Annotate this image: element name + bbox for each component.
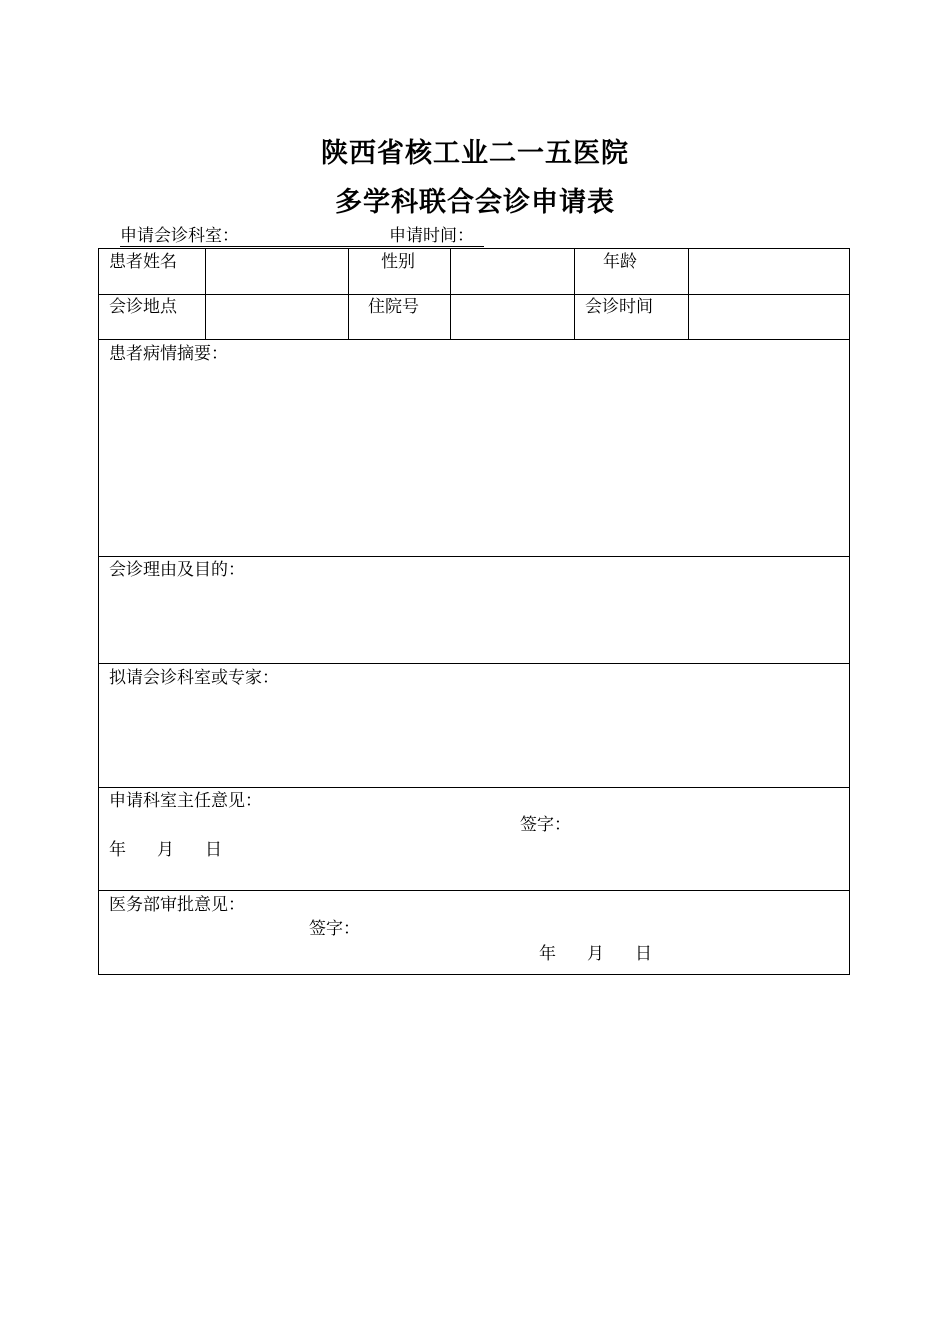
director-date-month: 月 [157, 840, 174, 860]
patient-summary-label: 患者病情摘要： [109, 344, 228, 364]
admission-number-field[interactable] [452, 296, 573, 338]
row-divider [98, 294, 850, 295]
medical-affairs-date-month: 月 [587, 944, 604, 964]
request-time-label: 申请时间： [389, 226, 474, 246]
patient-summary-area[interactable] [100, 366, 848, 554]
row-divider [98, 890, 850, 891]
row-divider [98, 663, 850, 664]
director-date-day: 日 [205, 840, 222, 860]
hospital-name: 陕西省核工业二一五医院 [321, 138, 629, 169]
request-dept-label: 申请会诊科室： [120, 226, 239, 246]
column-divider [574, 248, 575, 339]
medical-affairs-date-day: 日 [635, 944, 652, 964]
patient-name-label: 患者姓名 [109, 252, 177, 272]
column-divider [348, 248, 349, 339]
medical-affairs-opinion-label: 医务部审批意见： [109, 895, 245, 915]
admission-number-label: 住院号 [368, 297, 419, 317]
director-signature-label: 签字： [520, 815, 571, 835]
row-divider [98, 339, 850, 340]
medical-affairs-signature-label: 签字： [309, 919, 360, 939]
proposed-dept-label: 拟请会诊科室或专家： [109, 668, 279, 688]
patient-name-field[interactable] [207, 250, 347, 293]
consult-time-field[interactable] [690, 296, 848, 338]
gender-field[interactable] [452, 250, 573, 293]
consult-time-label: 会诊时间 [585, 297, 653, 317]
column-divider [688, 248, 689, 339]
age-label: 年龄 [603, 252, 637, 272]
consult-reason-area[interactable] [100, 582, 848, 661]
medical-affairs-date-year: 年 [539, 944, 556, 964]
gender-label: 性别 [381, 252, 415, 272]
column-divider [205, 248, 206, 339]
form-title: 多学科联合会诊申请表 [335, 187, 615, 218]
column-divider [450, 248, 451, 339]
request-info-line [120, 226, 484, 247]
director-date-year: 年 [109, 840, 126, 860]
consult-reason-label: 会诊理由及目的： [109, 560, 245, 580]
proposed-dept-area[interactable] [100, 690, 848, 785]
row-divider [98, 556, 850, 557]
age-field[interactable] [690, 250, 848, 293]
row-divider [98, 787, 850, 788]
consult-location-field[interactable] [207, 296, 347, 338]
consult-location-label: 会诊地点 [109, 297, 177, 317]
director-opinion-label: 申请科室主任意见： [109, 791, 262, 811]
